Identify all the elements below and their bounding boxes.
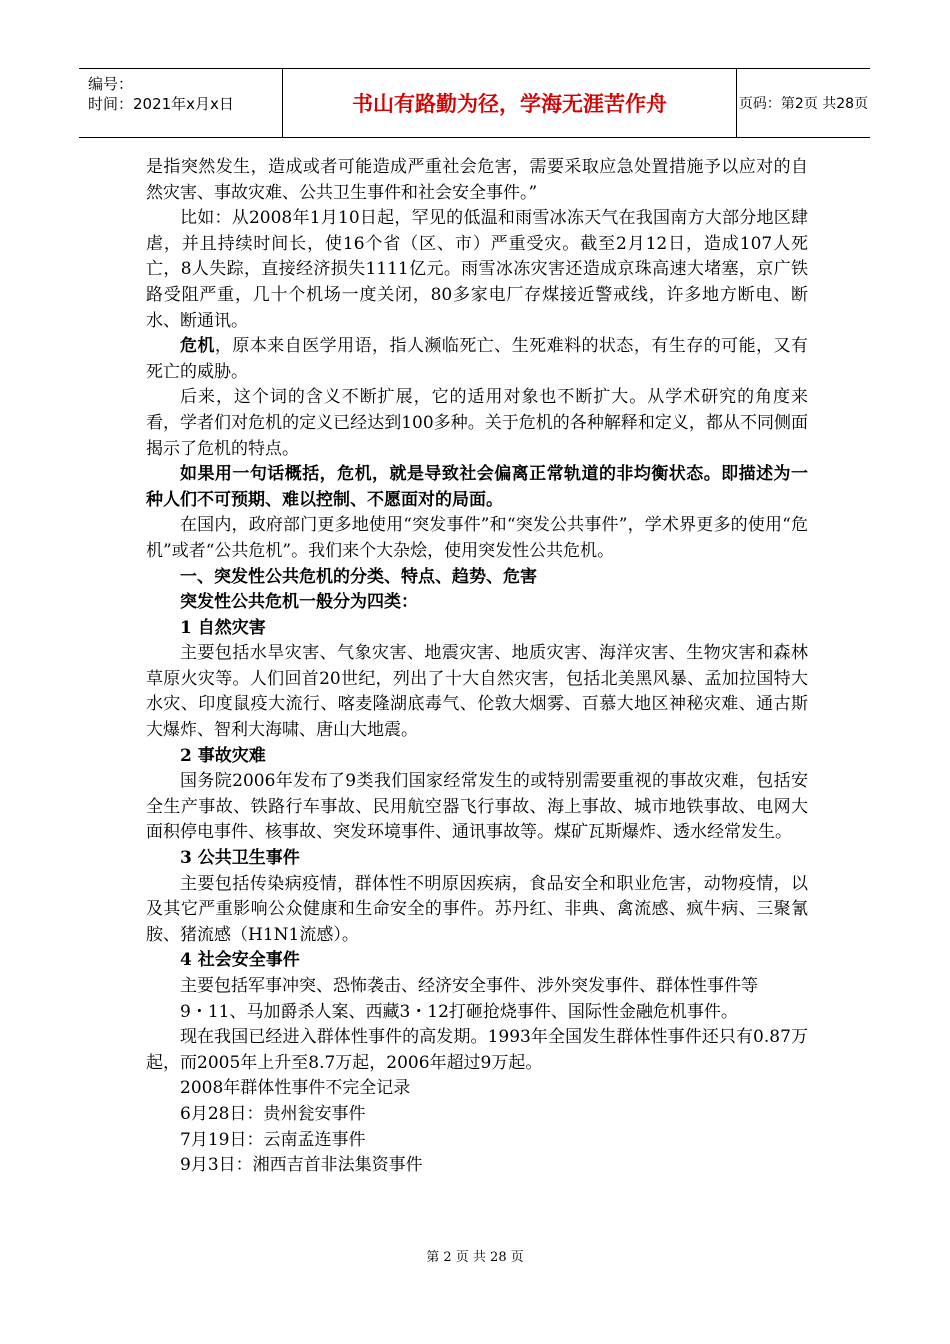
bold-text: 1 自然灾害 <box>180 617 266 638</box>
paragraph-text: 7月19日：云南孟连事件 <box>180 1129 366 1150</box>
paragraph <box>146 513 808 564</box>
bold-text: 一、突发性公共危机的分类、特点、趋势、危害 <box>180 566 537 587</box>
paragraph <box>146 948 808 974</box>
paragraph <box>146 846 808 872</box>
paragraph <box>146 155 808 206</box>
bold-text: 4 社会安全事件 <box>180 950 300 971</box>
paragraph <box>146 385 808 462</box>
paragraph-text: 比如：从2008年1月10日起，罕见的低温和雨雪冰冻天气在我国南方大部分地区肆虐，并且持续时间长，使16个省（区、市）严重受灾。截至2月12日，造成107人死亡，8人失踪，直接经济损失1111亿元。雨雪冰冻灾害还造成京珠高速大堵塞，京广铁路受阻严重，几十个机场一度关闭，80多家电厂存煤接近警戒线，许多地方断电、断水、断通讯。 <box>146 208 808 331</box>
page-header <box>79 68 870 138</box>
page-info-cell <box>737 69 870 137</box>
page-footer: 第 2 页 共 28 页 <box>426 1250 524 1265</box>
bold-text: 危机 <box>180 336 215 357</box>
time-label: 时间：2021年x月x日 <box>88 95 234 113</box>
bold-text: 突发性公共危机一般分为四类： <box>180 592 418 613</box>
document-body <box>146 155 808 1179</box>
paragraph-text: 2008年群体性事件不完全记录 <box>180 1078 411 1099</box>
paragraph-text: ，原本来自医学用语，指人濒临死亡、生死难料的状态，有生存的可能，又有死亡的威胁。 <box>146 336 809 382</box>
bold-text: 2 事故灾难 <box>180 745 266 766</box>
number-label: 编号： <box>88 75 134 93</box>
paragraph <box>146 1153 808 1179</box>
paragraph-text: 主要包括军事冲突、恐怖袭击、经济安全事件、涉外突发事件、群体性事件等 <box>180 976 758 996</box>
paragraph-text: 后来，这个词的含义不断扩展，它的适用对象也不断扩大。从学术研究的角度来看，学者们对危机的定义已经达到100多种。关于危机的各种解释和定义，都从不同侧面揭示了危机的特点。 <box>146 387 808 459</box>
paragraph <box>146 769 808 846</box>
paragraph-text: 9・11、马加爵杀人案、西藏3・12打砸抢烧事件、国际性金融危机事件。 <box>180 1001 738 1022</box>
paragraph <box>146 974 808 1000</box>
paragraph <box>146 1025 808 1076</box>
header-motto-cell <box>283 69 737 137</box>
paragraph <box>146 641 808 743</box>
paragraph <box>146 565 808 591</box>
paragraph <box>146 462 808 513</box>
paragraph-text: 是指突然发生，造成或者可能造成严重社会危害，需要采取应急处置措施予以应对的自然灾害、事故灾难、公共卫生事件和社会安全事件。” <box>146 157 808 203</box>
paragraph-text: 主要包括水旱灾害、气象灾害、地震灾害、地质灾害、海洋灾害、生物灾害和森林草原火灾等。人们回首20世纪，列出了十大自然灾害，包括北美黑风暴、孟加拉国特大水灾、印度鼠疫大流行、喀麦隆湖底毒气、伦敦大烟雾、百慕大地区神秘灾难、通古斯大爆炸、智利大海啸、唐山大地震。 <box>146 643 808 741</box>
paragraph <box>146 590 808 616</box>
paragraph <box>146 744 808 770</box>
paragraph-text: 6月28日：贵州瓮安事件 <box>180 1103 366 1124</box>
bold-text: 3 公共卫生事件 <box>180 848 300 869</box>
paragraph-text: 国务院2006年发布了9类我们国家经常发生的或特别需要重视的事故灾难，包括安全生产事故、铁路行车事故、民用航空器飞行事故、海上事故、城市地铁事故、电网大面积停电事件、核事故、突发环境事件、通讯事故等。煤矿瓦斯爆炸、透水经常发生。 <box>146 771 808 843</box>
paragraph <box>146 616 808 642</box>
paragraph-text: 现在我国已经进入群体性事件的高发期。1993年全国发生群体性事件还只有0.87万起，而2005年上升至8.7万起，2006年超过9万起。 <box>146 1027 808 1073</box>
paragraph <box>146 1128 808 1154</box>
motto-text: 书山有路勤为径，学海无涯苦作舟 <box>352 92 667 116</box>
paragraph <box>146 334 808 385</box>
paragraph <box>146 1000 808 1026</box>
paragraph <box>146 872 808 949</box>
header-meta-cell <box>79 69 283 137</box>
paragraph <box>146 206 808 334</box>
bold-text: 如果用一句话概括，危机，就是导致社会偏离正常轨道的非均衡状态。即描述为一种人们不可预期、难以控制、不愿面对的局面。 <box>146 464 808 510</box>
paragraph <box>146 1076 808 1102</box>
page-info: 页码：第2页 共28页 <box>738 96 869 112</box>
paragraph-text: 主要包括传染病疫情，群体性不明原因疾病，食品安全和职业危害，动物疫情，以及其它严重影响公众健康和生命安全的事件。苏丹红、非典、禽流感、疯牛病、三聚氰胺、猪流感（H1N1流感）。 <box>146 873 808 945</box>
paragraph <box>146 1102 808 1128</box>
paragraph-text: 9月3日：湘西吉首非法集资事件 <box>180 1155 423 1176</box>
paragraph-text: 在国内，政府部门更多地使用“突发事件”和“突发公共事件”，学术界更多的使用“危机”或者“公共危机”。我们来个大杂烩，使用突发性公共危机。 <box>146 515 808 561</box>
